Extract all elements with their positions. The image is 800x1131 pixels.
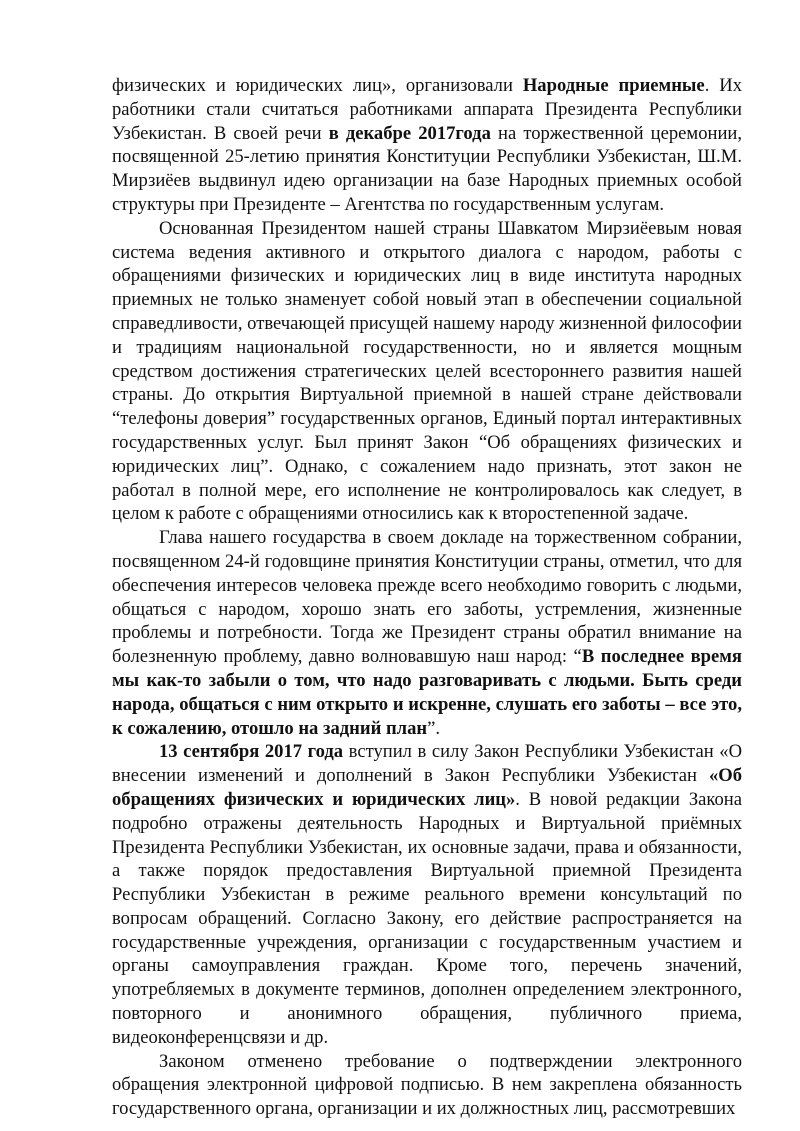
bold-run: в декабре 2017года: [328, 122, 491, 144]
text-run: вступил в силу Закон Республики Узбекистан «О внесении изменений и дополнений в Закон Республики Узбекистан: [112, 741, 743, 787]
text-run: Законом отменено требование о подтверждении электронного обращения электронной цифровой подписью. В нем закреплена обязанность государственного органа, организации и их должностных лиц, рассмотревших: [112, 1050, 742, 1120]
text-run: . В новой редакции Закона подробно отражены деятельность Народных и Виртуальной приёмных Президента Республики Узбекистан, их основные задачи, права и обязанности, а также порядок предоставления Виртуальной приемной Президента Республики Узбекистан в режиме реального времени консультаций по вопросам обращений. Согласно Закону, его действие распространяется на государственные учреждения, организации с государственным участием и органы самоуправления граждан. Кроме того, перечень значений, употребляемых в документе терминов, дополнен определением электронного, повторного и анонимного обращения, публичного приема, видеоконференцсвязи и др.: [112, 788, 742, 1048]
bold-run: Народные приемные: [522, 75, 705, 96]
paragraph-5: [112, 1050, 742, 1121]
paragraph-1: [112, 74, 742, 217]
bold-quote: В последнее время мы как-то забыли о том, что надо разговаривать с людьми. Быть среди народа, общаться с ним открыто и искренне, слушать его заботы – все это, к сожалению, отошло на задний план: [112, 646, 742, 739]
text-run: Основанная Президентом нашей страны Шавкатом Мирзиёевым новая система ведения активного и открытого диалога с народом, работы с обращениями физических и юридических лиц в виде института народных приемных не только знаменует собой новый этап в обеспечении социальной справедливости, отвечающей присущей нашему народу жизненной философии и традициям национальной государственности, но и является мощным средством достижения стратегических целей всестороннего развития нашей страны. До открытия Виртуальной приемной в нашей стране действовали “телефоны доверия” государственных органов, Единый портал интерактивных государственных услуг. Был принят Закон “Об обращениях физических и юридических лиц”. Однако, с сожалением надо признать, этот закон не работал в полной мере, его исполнение не контролировалось как следует, в целом к работе с обращениями относились как к второстепенной задаче.: [112, 217, 742, 525]
text-run: ”.: [427, 717, 441, 739]
text-run: физических и юридических лиц», организовали: [112, 75, 523, 96]
bold-law-title: «Об обращениях физических и юридических лиц»: [112, 765, 742, 810]
paragraph-4: [112, 740, 742, 1049]
text-run: Глава нашего государства в своем докладе на торжественном собрании, посвященном 24-й годовщине принятия Конституции страны, отметил, что для обеспечения интересов человека прежде всего необходимо говорить с людьми, общаться с народом, хорошо знать его заботы, устремления, жизненные проблемы и потребности. Тогда же Президент страны обратил внимание на болезненную проблему, давно волновавшую наш народ: “: [112, 527, 742, 668]
bold-date: 13 сентября 2017 года: [159, 741, 344, 763]
paragraph-3: [112, 526, 742, 740]
paragraph-2: [112, 217, 742, 526]
text-run: на торжественной церемонии, посвященной 25-летию принятия Конституции Республики Узбекистан, Ш.М. Мирзиёев выдвинул идею организации на базе Народных приемных особой структуры при Президенте – Агентства по государственным услугам.: [112, 122, 742, 215]
text-run: . Их работники стали считаться работниками аппарата Президента Республики Узбекистан. В своей речи: [112, 75, 743, 144]
document-page: [112, 74, 742, 1121]
